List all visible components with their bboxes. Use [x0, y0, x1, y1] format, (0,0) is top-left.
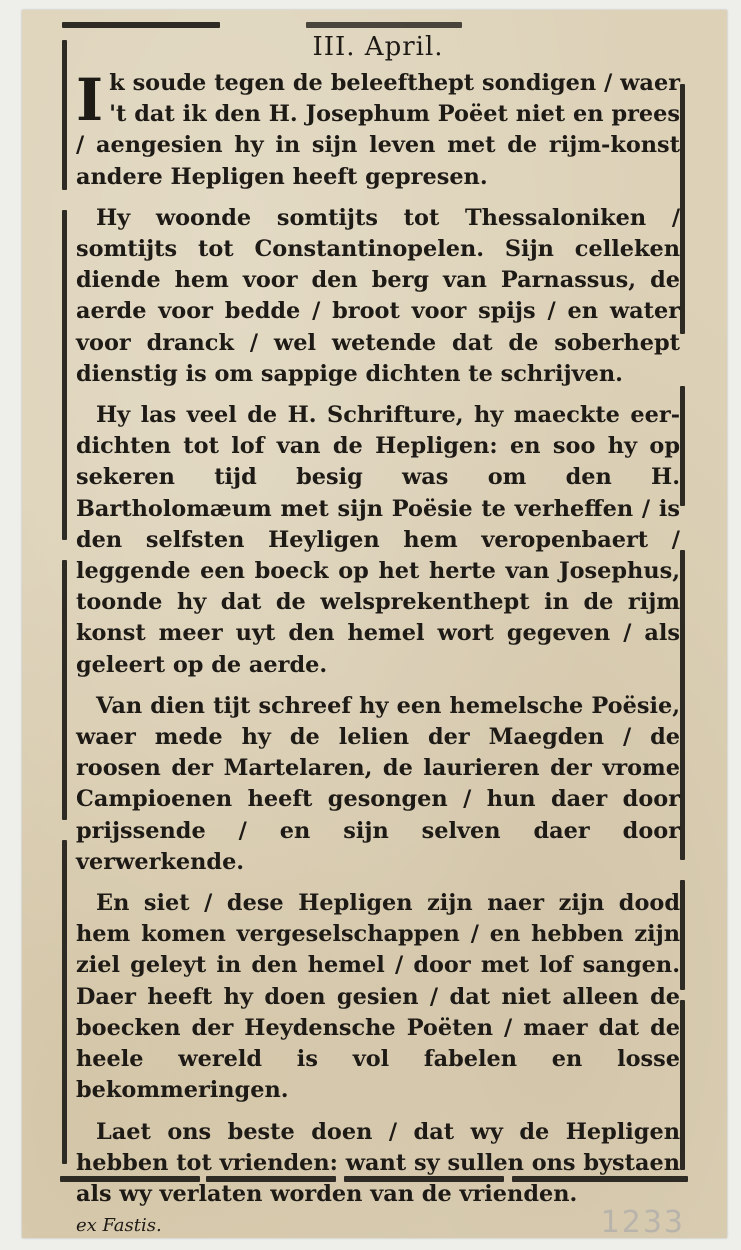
paragraph-4-text: Van dien tijt schreef hy een hemelsche Poësie, waer mede hy de lelien der Maegden / de roosen der Martelaren, de laurieren der vrome Campioenen heeft gesongen / hun daer door prijssende / en sijn selven daer door verwerkende. — [76, 692, 680, 875]
right-border-rule-upper — [680, 386, 685, 506]
right-border-rule-bottom — [680, 1000, 685, 1170]
left-border-rule-lower — [62, 560, 67, 820]
paragraph-6-text: Laet ons beste doen / dat wy de Hepligen hebben tot vrienden: want sy sullen ons bystaen als wy verlaten worden van de vrienden. — [76, 1118, 680, 1207]
drop-cap: I — [76, 66, 104, 134]
paragraph-2-text: Hy woonde somtijts tot Thessaloniken / somtijts tot Constantinopelen. Sijn celleken diende hem voor den berg van Parnassus, de aerde voor bedde / broot voor spijs / en water voor dranck / wel wetende dat de soberhept dienstig is om sappige dichten te schrijven. — [76, 204, 680, 387]
paragraph-1 — [76, 68, 680, 193]
right-border-rule-top — [680, 84, 685, 334]
left-border-rule-bottom — [62, 840, 67, 1164]
page-header: III. April. — [312, 32, 444, 62]
left-border-rule-top — [62, 40, 67, 190]
paragraph-4 — [76, 691, 680, 878]
handwritten-number: 1233 — [600, 1205, 685, 1240]
paragraph-1-text: k soude tegen de beleefthept sondigen / waer 't dat ik den H. Josephum Poëet niet en prees / aengesien hy in sijn leven met de rijm-konst andere Hepligen heeft gepresen. — [76, 70, 680, 190]
text-column — [76, 26, 680, 1238]
paragraph-6 — [76, 1117, 680, 1211]
left-border-rule-middle — [62, 210, 67, 540]
paragraph-5-text: En siet / dese Hepligen zijn naer zijn dood hem komen vergeselschappen / en hebben zijn ziel geleyt in den hemel / door met lof sangen. Daer heeft hy doen gesien / dat niet alleen de boecken der Heydensche Poëten / maer dat de heele wereld is vol fabelen en losse bekommeringen. — [76, 890, 680, 1104]
paragraph-3 — [76, 400, 680, 681]
paragraph-2 — [76, 203, 680, 390]
right-border-rule-lower — [680, 880, 685, 990]
paragraph-3-text: Hy las veel de H. Schrifture, hy maeckte eer-dichten tot lof van de Hepligen: en soo hy op sekeren tijd besig was om den H. Bartholomæum met sijn Poësie te verheffen / is den selfsten Heyligen hem veropenbaert / leggende een boeck op het herte van Josephus, toonde hy dat de welsprekenthept in de rijm konst meer uyt den hemel wort gegeven / als geleert op de aerde. — [76, 402, 680, 678]
right-border-rule-middle — [680, 550, 685, 860]
source-citation: ex Fastis. — [76, 1215, 162, 1237]
paragraph-5 — [76, 888, 680, 1106]
